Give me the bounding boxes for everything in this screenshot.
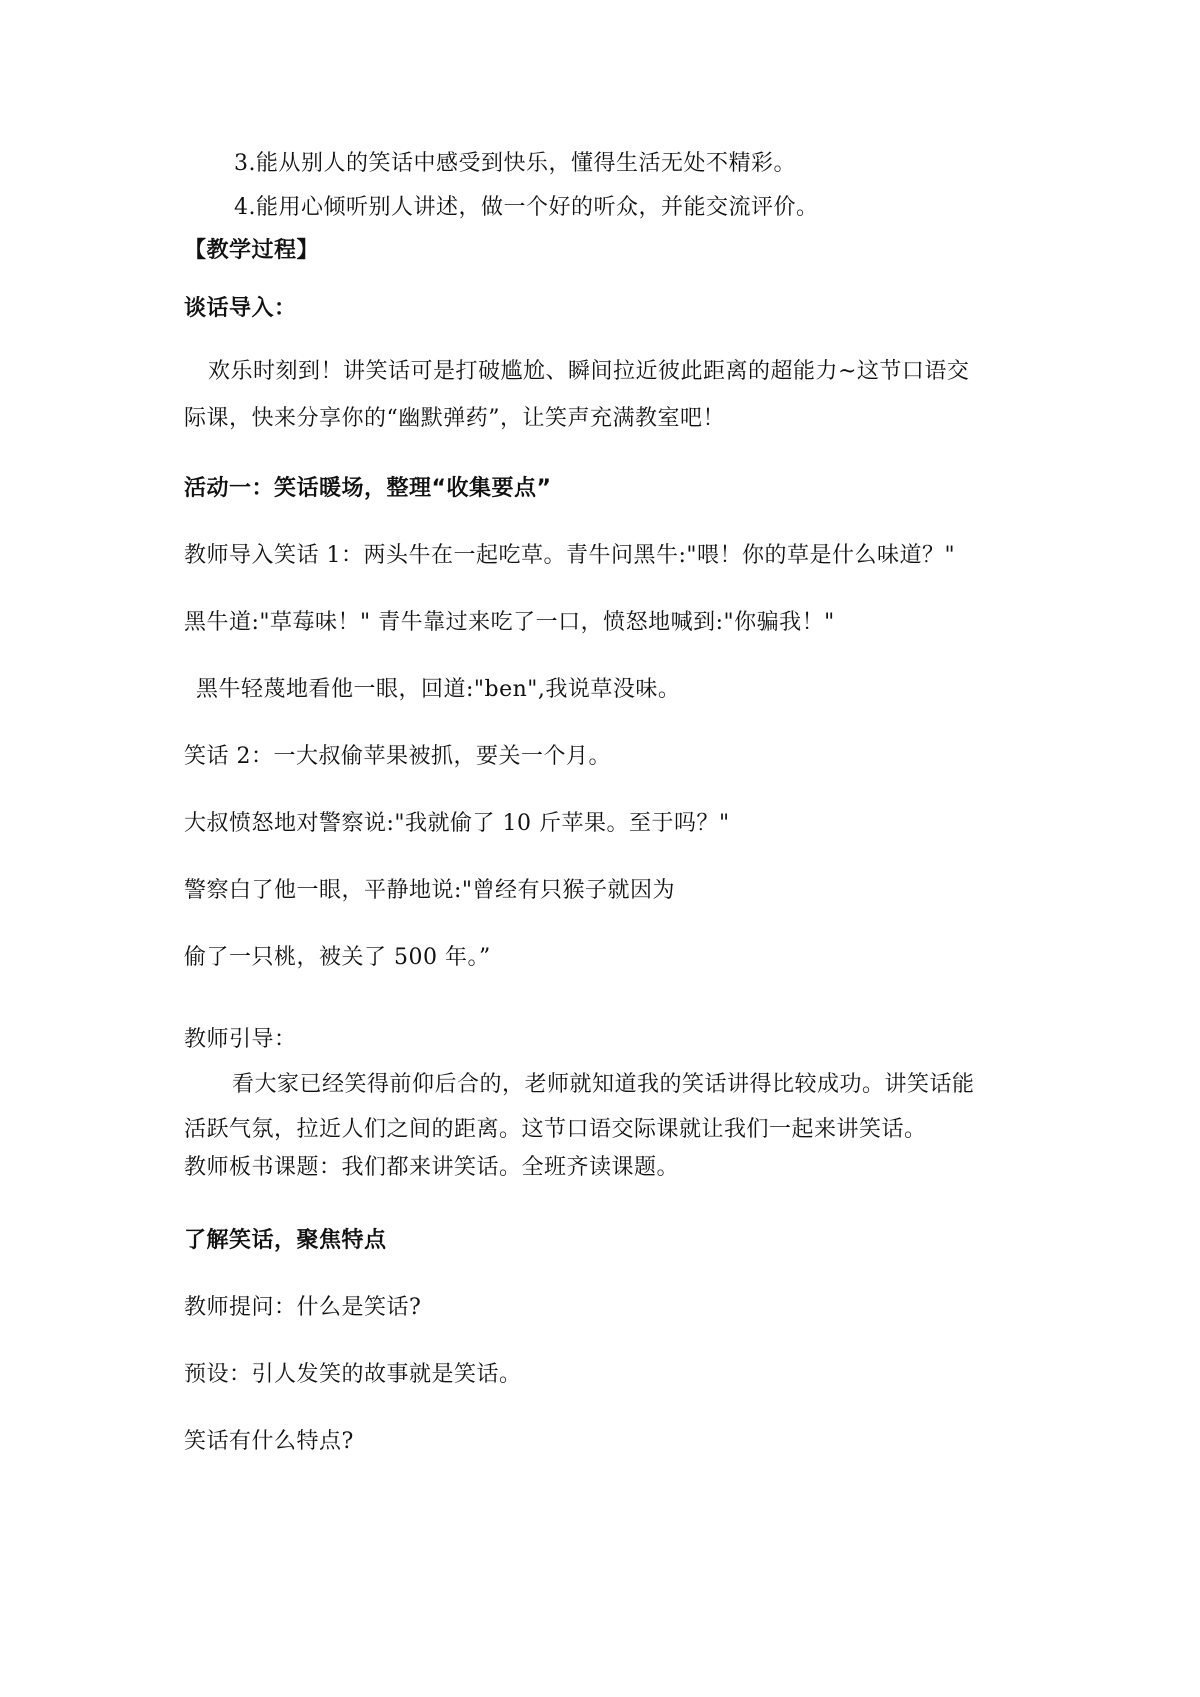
teacher-guide-heading: 教师引导： — [184, 1027, 297, 1052]
features-question: 笑话有什么特点? — [184, 1429, 354, 1454]
activity-one-heading: 活动一：笑话暖场，整理“收集要点” — [184, 476, 552, 501]
joke-1-line-2: 黑牛道:"草莓味！" 青牛靠过来吃了一口，愤怒地喊到:"你骗我！" — [184, 610, 835, 635]
teacher-guide-line-3: 教师板书课题：我们都来讲笑话。全班齐读课题。 — [184, 1155, 680, 1180]
understand-jokes-heading: 了解笑话，聚焦特点 — [184, 1228, 387, 1253]
joke-2-line-2: 大叔愤怒地对警察说:"我就偷了 10 斤苹果。至于吗？" — [184, 811, 730, 836]
joke-1-line-1: 教师导入笑话 1：两头牛在一起吃草。青牛问黑牛:"喂！你的草是什么味道？" — [184, 543, 956, 568]
intro-paragraph-line-1: 欢乐时刻到！讲笑话可是打破尴尬、瞬间拉近彼此距离的超能力~这节口语交 — [208, 359, 970, 384]
intro-paragraph-line-2: 际课，快来分享你的“幽默弹药”，让笑声充满教室吧！ — [184, 406, 725, 431]
teacher-question: 教师提问：什么是笑话? — [184, 1295, 422, 1320]
objective-item-4: 4.能用心倾听别人讲述，做一个好的听众，并能交流评价。 — [234, 195, 819, 220]
teaching-process-heading: 【教学过程】 — [184, 238, 320, 263]
objective-item-3: 3.能从别人的笑话中感受到快乐，懂得生活无处不精彩。 — [234, 151, 796, 176]
intro-heading: 谈话导入： — [184, 296, 297, 321]
joke-2-line-1: 笑话 2：一大叔偷苹果被抓，要关一个月。 — [184, 744, 611, 769]
joke-1-line-3: 黑牛轻蔑地看他一眼，回道:"ben",我说草没味。 — [196, 677, 681, 702]
joke-2-line-4: 偷了一只桃，被关了 500 年。” — [184, 945, 491, 970]
teacher-guide-line-2: 活跃气氛，拉近人们之间的距离。这节口语交际课就让我们一起来讲笑话。 — [184, 1117, 927, 1142]
joke-2-line-3: 警察白了他一眼，平静地说:"曾经有只猴子就因为 — [184, 878, 676, 903]
preset-answer: 预设：引人发笑的故事就是笑话。 — [184, 1362, 522, 1387]
teacher-guide-line-1: 看大家已经笑得前仰后合的，老师就知道我的笑话讲得比较成功。讲笑话能 — [232, 1072, 975, 1097]
